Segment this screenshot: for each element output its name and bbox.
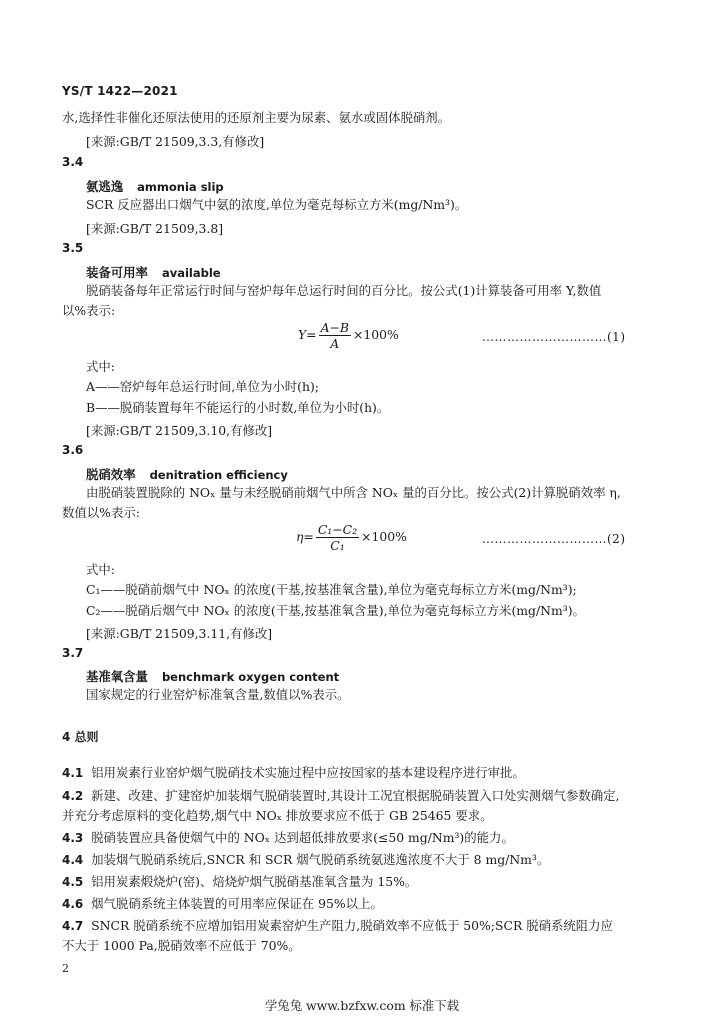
- clause-4-4: [62, 852, 549, 868]
- clause-4-1: [62, 765, 525, 781]
- variable-b: B——脱硝装置每年不能运行的小时数,单位为小时(h)。: [86, 400, 390, 415]
- clause-3-5-number: 3.5: [62, 241, 84, 255]
- section-4-title: 4 总则: [62, 730, 99, 744]
- clause-text: SNCR 脱硝系统不应增加铝用炭素窑炉生产阻力,脱硝效率不应低于 50%;SCR 脱硝系统阻力应: [91, 918, 613, 933]
- formula-1-fraction: [319, 320, 351, 351]
- clause-text: 烟气脱硝系统主体装置的可用率应保证在 95%以上。: [91, 896, 383, 911]
- clause-3-7-number: 3.7: [62, 646, 84, 660]
- clause-text: 铝用炭素行业窑炉烟气脱硝技术实施过程中应按国家的基本建设程序进行审批。: [91, 765, 525, 780]
- term-en: ammonia slip: [137, 180, 224, 194]
- formula-1: [298, 320, 399, 351]
- clause-3-6-source: [来源:GB/T 21509,3.11,有修改]: [86, 626, 273, 641]
- intro-source: [来源:GB/T 21509,3.3,有修改]: [86, 134, 265, 149]
- term-zh: 脱硝效率: [86, 467, 136, 482]
- clause-text: 加装烟气脱硝系统后,SNCR 和 SCR 烟气脱硝系统氨逃逸浓度不大于 8 mg/Nm³。: [91, 852, 550, 867]
- clause-3-7-term: [86, 667, 339, 685]
- clause-4-7: [62, 918, 613, 934]
- clause-text: 新建、改建、扩建窑炉加装烟气脱硝装置时,其设计工况宜根据脱硝装置入口处实测烟气参数确定,: [91, 788, 620, 803]
- term-en: available: [161, 266, 221, 280]
- standard-code: YS/T 1422—2021: [62, 84, 178, 98]
- formula-2-fraction: [316, 522, 359, 553]
- formula-2-denominator: C₁: [330, 538, 345, 553]
- term-zh: 装备可用率: [86, 265, 148, 280]
- variable-a: A——窑炉每年总运行时间,单位为小时(h);: [86, 379, 319, 394]
- clause-4-5: [62, 874, 417, 890]
- clause-3-5-source: [来源:GB/T 21509,3.10,有修改]: [86, 423, 273, 438]
- clause-3-6-definition-line1: 由脱硝装置脱除的 NOₓ 量与未经脱硝前烟气中所含 NOₓ 量的百分比。按公式(2)计算脱硝效率 η,: [86, 485, 621, 500]
- equation-number-2: …………………………(2): [482, 532, 626, 546]
- page-number: 2: [62, 962, 69, 975]
- clause-4-6: [62, 896, 383, 912]
- clause-4-3: [62, 830, 514, 846]
- clause-4-7-continuation: 不大于 1000 Pa,脱硝效率不应低于 70%。: [62, 938, 301, 953]
- term-en: benchmark oxygen content: [161, 670, 340, 684]
- clause-3-4-number: 3.4: [62, 155, 84, 169]
- formula-2-tail: ×100%: [361, 529, 407, 544]
- formula-2-lhs: η=: [296, 529, 314, 544]
- clause-3-6-number: 3.6: [62, 443, 84, 457]
- clause-3-5-definition-line2: 以%表示:: [62, 303, 116, 318]
- footer-watermark: 学兔兔 www.bzfxw.com 标准下载: [264, 998, 460, 1013]
- clause-number: 4.7: [62, 919, 84, 933]
- clause-text: 脱硝装置应具备使烟气中的 NOₓ 达到超低排放要求(≤50 mg/Nm³)的能力。: [91, 830, 514, 845]
- clause-number: 4.6: [62, 897, 84, 911]
- clause-number: 4.1: [62, 766, 84, 780]
- clause-3-5-term: [86, 263, 221, 281]
- equation-number-1: …………………………(1): [482, 330, 626, 344]
- formula-1-numerator: A−B: [320, 320, 349, 335]
- variable-c2: C₂——脱硝后烟气中 NOₓ 的浓度(干基,按基准氧含量),单位为毫克每标立方米(mg/Nm³)。: [86, 603, 585, 618]
- intro-line: 水,选择性非催化还原法使用的还原剂主要为尿素、氨水或固体脱硝剂。: [62, 110, 451, 125]
- clause-3-4-source: [来源:GB/T 21509,3.8]: [86, 221, 224, 236]
- term-zh: 氨逃逸: [86, 179, 124, 194]
- where-label-2: 式中:: [86, 562, 115, 577]
- clause-3-7-definition: 国家规定的行业窑炉标准氧含量,数值以%表示。: [86, 687, 350, 702]
- clause-number: 4.2: [62, 789, 84, 803]
- formula-2: [296, 522, 407, 553]
- clause-4-2: [62, 788, 619, 804]
- term-en: denitration efficiency: [149, 468, 288, 482]
- clause-4-2-continuation: 并充分考虑原料的变化趋势,烟气中 NOₓ 排放要求应不低于 GB 25465 要求。: [62, 808, 493, 823]
- formula-1-denominator: A: [330, 336, 340, 351]
- formula-1-lhs: Y=: [298, 327, 317, 342]
- clause-3-5-definition-line1: 脱硝装备每年正常运行时间与窑炉每年总运行时间的百分比。按公式(1)计算装备可用率 Y,数值: [86, 283, 602, 298]
- term-zh: 基准氧含量: [86, 669, 148, 684]
- clause-3-4-term: [86, 177, 224, 195]
- clause-number: 4.4: [62, 853, 84, 867]
- clause-number: 4.3: [62, 831, 84, 845]
- clause-3-6-term: [86, 465, 288, 483]
- clause-3-6-definition-line2: 数值以%表示:: [62, 505, 140, 520]
- formula-2-numerator: C₁−C₂: [317, 522, 358, 537]
- where-label-1: 式中:: [86, 359, 115, 374]
- clause-number: 4.5: [62, 875, 84, 889]
- formula-1-tail: ×100%: [353, 327, 399, 342]
- variable-c1: C₁——脱硝前烟气中 NOₓ 的浓度(干基,按基准氧含量),单位为毫克每标立方米(mg/Nm³);: [86, 582, 577, 597]
- clause-text: 铝用炭素煅烧炉(窑)、焙烧炉烟气脱硝基准氧含量为 15%。: [91, 874, 418, 889]
- clause-3-4-definition: SCR 反应器出口烟气中氨的浓度,单位为毫克每标立方米(mg/Nm³)。: [86, 197, 468, 212]
